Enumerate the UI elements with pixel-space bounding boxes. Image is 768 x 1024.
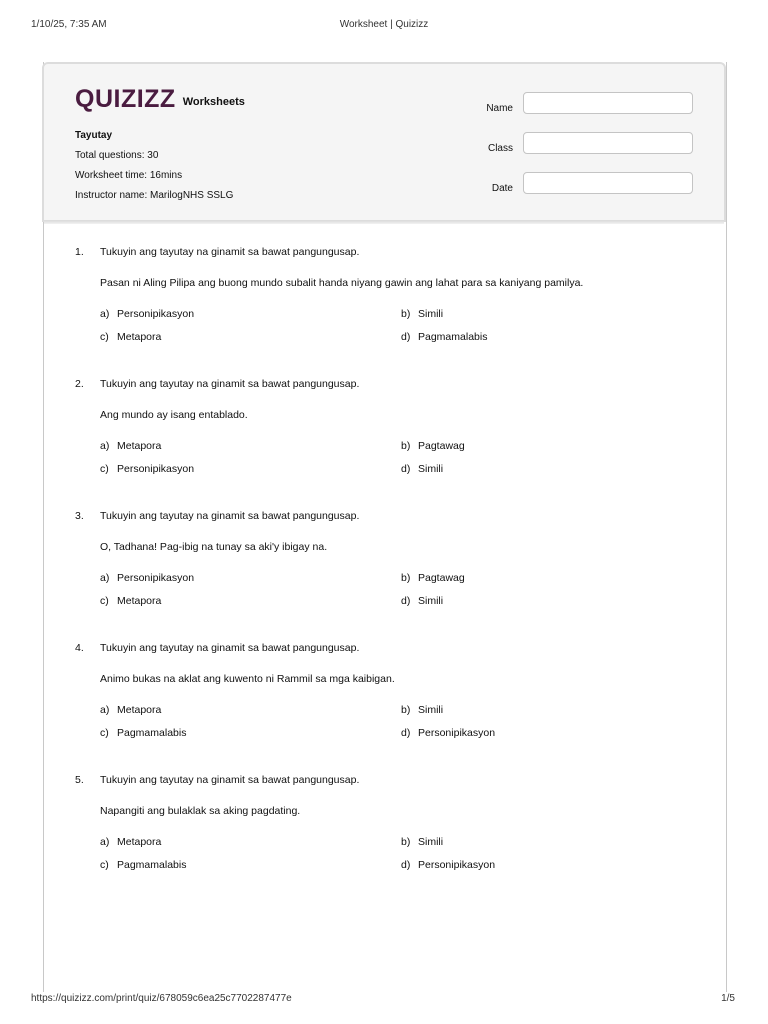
question-item [75,774,695,906]
option-b [401,572,465,584]
brand-logo-text: QUIZIZZ [75,85,176,113]
question-number: 2. [75,378,84,390]
option-text: Simili [418,308,444,320]
question-number: 4. [75,642,84,654]
quizizz-logo [75,86,245,112]
option-text: Metapora [117,331,162,343]
name-field-row [433,92,693,132]
option-letter: b) [401,836,411,848]
option-letter: b) [401,572,411,584]
option-d [401,727,495,739]
option-text: Personipikasyon [117,308,195,320]
question-item [75,510,695,642]
question-prompt: Tukuyin ang tayutay na ginamit sa bawat pangungusap. [100,642,360,654]
print-datetime: 1/10/25, 7:35 AM [31,19,107,30]
class-field-row [433,132,693,172]
option-a [100,308,194,320]
option-a [100,704,161,716]
option-b [401,308,443,320]
option-text: Pagmamalabis [117,727,187,739]
option-c [100,331,161,343]
name-label: Name [486,103,513,114]
question-stem: Napangiti ang bulaklak sa aking pagdating. [100,805,301,817]
option-text: Personipikasyon [418,859,496,871]
option-letter: a) [100,836,110,848]
instructor-name: Instructor name: MarilogNHS SSLG [75,190,234,201]
option-text: Simili [418,836,444,848]
option-b [401,440,465,452]
question-prompt: Tukuyin ang tayutay na ginamit sa bawat pangungusap. [100,246,360,258]
option-letter: a) [100,572,110,584]
name-field[interactable] [523,92,693,114]
option-letter: d) [401,463,411,475]
option-letter: a) [100,704,110,716]
option-b [401,704,443,716]
option-letter: d) [401,727,411,739]
option-d [401,331,487,343]
question-item [75,378,695,510]
option-text: Simili [418,463,444,475]
date-label: Date [491,183,513,194]
option-c [100,463,194,475]
question-prompt: Tukuyin ang tayutay na ginamit sa bawat pangungusap. [100,378,360,390]
option-text: Pagmamalabis [418,331,488,343]
option-text: Personipikasyon [418,727,496,739]
option-text: Metapora [117,595,162,607]
class-label: Class [487,143,513,154]
question-prompt: Tukuyin ang tayutay na ginamit sa bawat pangungusap. [100,774,360,786]
option-letter: d) [401,595,411,607]
option-text: Personipikasyon [117,463,195,475]
option-b [401,836,443,848]
worksheet-title: Tayutay [75,130,113,141]
date-field[interactable] [523,172,693,194]
header-divider [44,221,724,224]
option-d [401,595,443,607]
option-c [100,859,186,871]
option-d [401,859,495,871]
option-letter: c) [100,463,109,475]
option-text: Simili [418,595,444,607]
option-a [100,836,161,848]
print-header [31,19,737,33]
option-letter: c) [100,859,109,871]
question-stem: Pasan ni Aling Pilipa ang buong mundo subalit handa niyang gawin ang lahat para sa kaniyang pamilya. [100,277,584,289]
option-text: Metapora [117,836,162,848]
option-letter: b) [401,308,411,320]
option-letter: b) [401,440,411,452]
question-item [75,642,695,774]
option-a [100,572,194,584]
total-questions: Total questions: 30 [75,150,159,161]
option-a [100,440,161,452]
class-field[interactable] [523,132,693,154]
option-letter: d) [401,331,411,343]
print-footer [31,993,737,1007]
worksheet [43,62,727,992]
option-c [100,595,161,607]
option-letter: c) [100,727,109,739]
question-stem: Animo bukas na aklat ang kuwento ni Rammil sa mga kaibigan. [100,673,395,685]
option-text: Metapora [117,440,162,452]
option-text: Simili [418,704,444,716]
option-c [100,727,186,739]
page-number: 1/5 [721,993,735,1004]
print-url: https://quizizz.com/print/quiz/678059c6ea25c7702287477e [31,993,292,1004]
option-letter: d) [401,859,411,871]
option-letter: a) [100,308,110,320]
question-item [75,246,695,378]
brand-subtitle: Worksheets [182,96,245,108]
worksheet-meta [75,126,233,206]
question-number: 5. [75,774,84,786]
student-fields [433,92,693,212]
question-stem: Ang mundo ay isang entablado. [100,409,248,421]
option-d [401,463,443,475]
print-page-title: Worksheet | Quizizz [339,19,429,30]
option-letter: c) [100,331,109,343]
option-letter: a) [100,440,110,452]
option-text: Pagtawag [418,440,465,452]
option-text: Pagmamalabis [117,859,187,871]
question-prompt: Tukuyin ang tayutay na ginamit sa bawat pangungusap. [100,510,360,522]
worksheet-header [42,62,726,222]
worksheet-time: Worksheet time: 16mins [75,170,183,181]
date-field-row [433,172,693,212]
question-number: 1. [75,246,84,258]
option-letter: b) [401,704,411,716]
option-text: Metapora [117,704,162,716]
option-text: Personipikasyon [117,572,195,584]
option-text: Pagtawag [418,572,465,584]
question-stem: O, Tadhana! Pag-ibig na tunay sa aki'y ibigay na. [100,541,328,553]
question-list [75,246,695,906]
question-number: 3. [75,510,84,522]
option-letter: c) [100,595,109,607]
